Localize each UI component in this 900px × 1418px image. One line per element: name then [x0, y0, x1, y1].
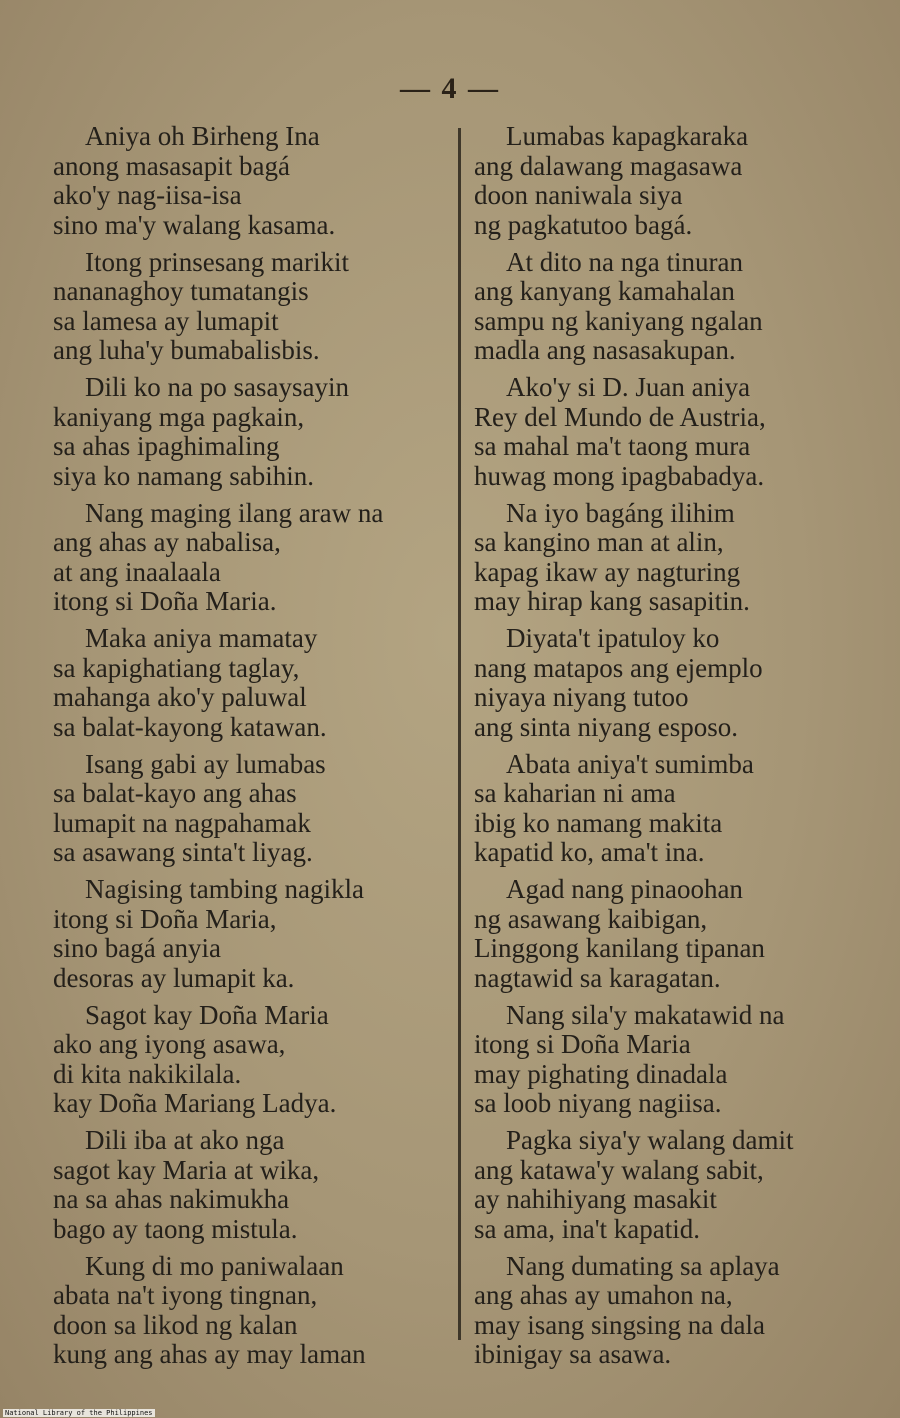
verse-line: sa ahas ipaghimaling	[53, 431, 280, 461]
verse-line: may isang singsing na dala	[474, 1309, 765, 1340]
verse-line: Linggong kanilang tipanan	[474, 933, 765, 963]
verse-line: may hirap kang sasapitin.	[474, 586, 750, 616]
verse-line: bago ay taong mistula.	[53, 1213, 298, 1244]
verse-line: nananaghoy tumatangis	[53, 276, 309, 306]
verse-line: madla ang nasasakupan.	[474, 335, 736, 365]
verse-line: Agad nang pinaoohan	[506, 874, 743, 904]
verse-line: Rey del Mundo de Austria,	[474, 401, 766, 432]
stanza	[474, 875, 884, 993]
verse-line: desoras ay lumapit ka.	[53, 962, 295, 993]
verse-line: ang dalawang magasawa	[474, 150, 743, 181]
stanza	[474, 499, 884, 617]
verse-line: Aniya oh Birheng Ina	[85, 121, 320, 151]
verse-line: Sagot kay Doña Maria	[85, 999, 329, 1030]
verse-line: Isang gabi ay lumabas	[85, 748, 326, 779]
verse-line: kapatid ko, ama't ina.	[474, 837, 705, 867]
verse-line: ng pagkatutoo bagá.	[474, 209, 693, 240]
verse-line: Nang dumating sa aplaya	[506, 1250, 780, 1281]
verse-line: Na iyo bagáng ilihim	[506, 497, 735, 528]
verse-line: sino bagá anyia	[53, 933, 221, 963]
verse-line: ako ang iyong asawa,	[53, 1029, 286, 1059]
verse-line: Abata aniya't sumimba	[506, 748, 754, 779]
verse-line: sa asawang sinta't liyag.	[53, 837, 313, 867]
verse-line: At dito na nga tinuran	[506, 246, 743, 277]
verse-line: ako'y nag-iisa-isa	[53, 180, 242, 210]
verse-line: ng asawang kaibigan,	[474, 903, 708, 934]
verse-line: sa kaharian ni ama	[474, 778, 676, 808]
stanza	[474, 750, 884, 868]
stanza	[53, 1001, 453, 1119]
stanza	[53, 373, 453, 491]
verse-line: sino ma'y walang kasama.	[53, 209, 336, 240]
verse-line: sa balat-kayo ang ahas	[53, 778, 297, 808]
verse-line: Dili iba at ako nga	[85, 1125, 285, 1155]
verse-line: ang luha'y bumabalisbis.	[53, 335, 320, 365]
verse-line: ang sinta niyang esposo.	[474, 711, 738, 742]
verse-line: kapag ikaw ay nagturing	[474, 556, 741, 587]
footer-credit: National Library of the Philippines	[5, 1409, 153, 1417]
verse-line: at ang inaalaala	[53, 556, 221, 587]
verse-line: may pighating dinadala	[474, 1058, 728, 1089]
verse-line: sa mahal ma't taong mura	[474, 431, 751, 461]
verse-line: kung ang ahas ay may laman	[53, 1339, 366, 1369]
verse-line: sa kangino man at alin,	[474, 527, 724, 557]
verse-line: nang matapos ang ejemplo	[474, 652, 763, 683]
stanza	[474, 248, 884, 366]
verse-line: Pagka siya'y walang damit	[506, 1125, 794, 1155]
verse-line: itong si Doña Maria,	[53, 903, 277, 934]
verse-line: na sa ahas nakimukha	[53, 1184, 290, 1214]
verse-line: nagtawid sa karagatan.	[474, 962, 721, 993]
verse-line: Kung di mo paniwalaan	[85, 1250, 344, 1281]
right-column	[474, 122, 884, 1377]
verse-line: lumapit na nagpahamak	[53, 807, 311, 838]
stanza	[53, 875, 453, 993]
verse-line: sa ama, ina't kapatid.	[474, 1213, 701, 1244]
verse-line: Itong prinsesang marikit	[85, 246, 349, 277]
verse-line: doon sa likod ng kalan	[53, 1309, 298, 1340]
stanza	[474, 1001, 884, 1119]
verse-line: Nang maging ilang araw na	[85, 497, 384, 528]
verse-line: kaniyang mga pagkain,	[53, 401, 305, 432]
verse-line: huwag mong ipagbabadya.	[474, 460, 765, 491]
verse-line: Diyata't ipatuloy ko	[506, 623, 720, 653]
stanza	[474, 373, 884, 491]
verse-line: Maka aniya mamatay	[85, 623, 318, 653]
stanza	[53, 750, 453, 868]
verse-line: itong si Doña Maria	[474, 1029, 691, 1059]
stanza	[474, 122, 884, 240]
verse-line: niyaya niyang tutoo	[474, 682, 689, 712]
stanza	[53, 248, 453, 366]
verse-line: Dili ko na po sasaysayin	[85, 372, 349, 402]
verse-line: sa kapighatiang taglay,	[53, 652, 300, 683]
verse-line: kay Doña Mariang Ladya.	[53, 1088, 337, 1118]
verse-line: sa lamesa ay lumapit	[53, 305, 279, 336]
verse-line: di kita nakikilala.	[53, 1058, 242, 1089]
page-number: — 4 —	[400, 72, 500, 105]
verse-line: siya ko namang sabihin.	[53, 460, 314, 491]
verse-line: Nang sila'y makatawid na	[506, 999, 785, 1030]
column-divider	[458, 128, 461, 1340]
stanza	[474, 624, 884, 742]
verse-line: sampu ng kaniyang ngalan	[474, 305, 763, 336]
verse-line: doon naniwala siya	[474, 180, 683, 210]
verse-line: sa loob niyang nagiisa.	[474, 1088, 722, 1118]
verse-line: sa balat-kayong katawan.	[53, 711, 327, 742]
verse-line: itong si Doña Maria.	[53, 586, 277, 616]
verse-line: anong masasapit bagá	[53, 150, 290, 181]
stanza	[53, 122, 453, 240]
verse-line: ang ahas ay umahon na,	[474, 1280, 733, 1310]
verse-line: Ako'y si D. Juan aniya	[506, 372, 751, 402]
verse-line: mahanga ako'y paluwal	[53, 682, 307, 712]
stanza	[53, 1252, 453, 1370]
left-column	[53, 122, 453, 1377]
stanza	[474, 1126, 884, 1244]
verse-line: Nagising tambing nagikla	[85, 874, 364, 904]
stanza	[53, 624, 453, 742]
stanza	[474, 1252, 884, 1370]
verse-line: ay nahihiyang masakit	[474, 1184, 717, 1214]
verse-line: ibinigay sa asawa.	[474, 1339, 672, 1369]
verse-line: abata na't iyong tingnan,	[53, 1280, 318, 1310]
verse-line: ang ahas ay nabalisa,	[53, 527, 281, 557]
stanza	[53, 499, 453, 617]
verse-line: Lumabas kapagkaraka	[506, 121, 749, 151]
stanza	[53, 1126, 453, 1244]
verse-line: ang katawa'y walang sabit,	[474, 1154, 764, 1185]
verse-line: ibig ko namang makita	[474, 807, 723, 838]
verse-line: ang kanyang kamahalan	[474, 276, 735, 306]
verse-line: sagot kay Maria at wika,	[53, 1154, 320, 1185]
